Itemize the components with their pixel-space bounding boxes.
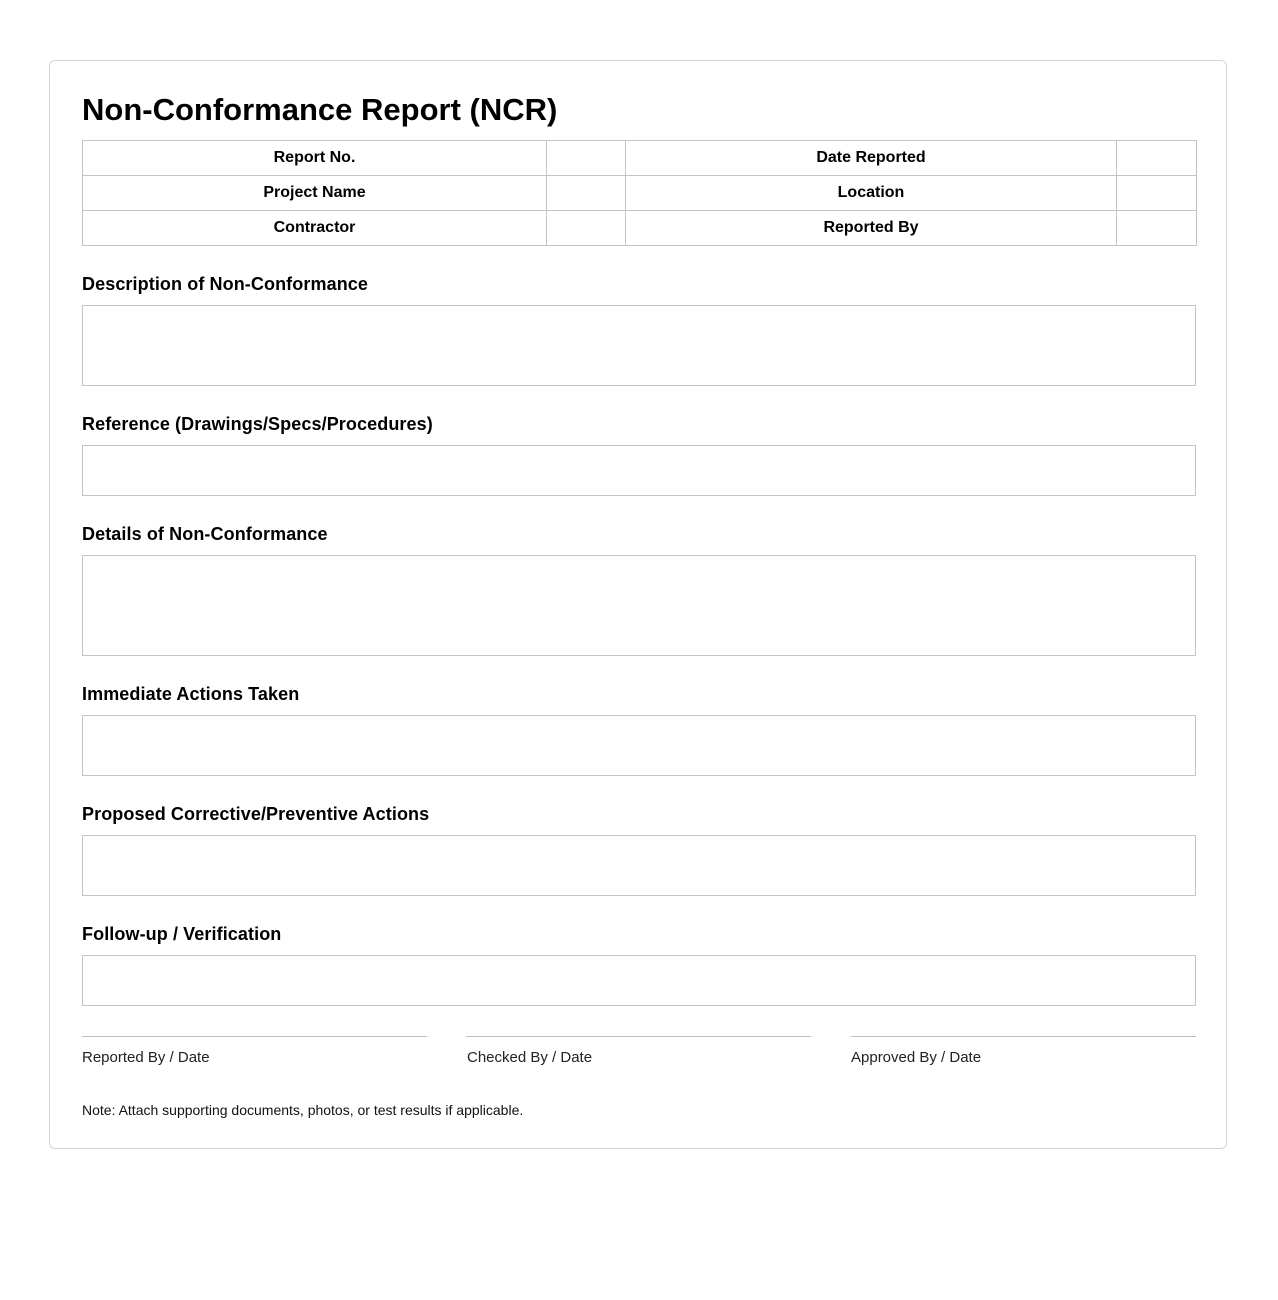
- contractor-value[interactable]: [547, 211, 626, 246]
- corrective-actions-field[interactable]: [82, 835, 1196, 896]
- date-reported-label: Date Reported: [626, 141, 1117, 176]
- description-label: Description of Non-Conformance: [82, 274, 369, 294]
- footer-note: Note: Attach supporting documents, photos, or test results if applicable.: [82, 1102, 524, 1118]
- immediate-actions-label: Immediate Actions Taken: [82, 684, 300, 704]
- reference-label: Reference (Drawings/Specs/Procedures): [82, 414, 433, 434]
- immediate-actions-field[interactable]: [82, 715, 1196, 776]
- checked-by-signature-line[interactable]: [466, 1036, 811, 1037]
- approved-by-signature-label: Approved By / Date: [851, 1049, 982, 1066]
- corrective-actions-label: Proposed Corrective/Preventive Actions: [82, 804, 430, 824]
- project-name-label: Project Name: [83, 176, 547, 211]
- location-value[interactable]: [1117, 176, 1197, 211]
- description-field[interactable]: [82, 305, 1196, 386]
- report-no-label: Report No.: [83, 141, 547, 176]
- reported-by-signature-label: Reported By / Date: [82, 1049, 210, 1066]
- table-row: [83, 141, 1197, 176]
- report-info-table: [82, 140, 1197, 246]
- contractor-label: Contractor: [83, 211, 547, 246]
- details-field[interactable]: [82, 555, 1196, 656]
- reported-by-value[interactable]: [1117, 211, 1197, 246]
- date-reported-value[interactable]: [1117, 141, 1197, 176]
- project-name-value[interactable]: [547, 176, 626, 211]
- location-label: Location: [626, 176, 1117, 211]
- page-title: Non-Conformance Report (NCR): [82, 92, 558, 127]
- reported-by-label: Reported By: [626, 211, 1117, 246]
- table-row: [83, 176, 1197, 211]
- reference-field[interactable]: [82, 445, 1196, 496]
- checked-by-signature-label: Checked By / Date: [467, 1049, 593, 1066]
- reported-by-signature-line[interactable]: [82, 1036, 427, 1037]
- table-row: [83, 211, 1197, 246]
- details-label: Details of Non-Conformance: [82, 524, 328, 544]
- report-no-value[interactable]: [547, 141, 626, 176]
- follow-up-field[interactable]: [82, 955, 1196, 1006]
- approved-by-signature-line[interactable]: [851, 1036, 1196, 1037]
- follow-up-label: Follow-up / Verification: [82, 924, 282, 944]
